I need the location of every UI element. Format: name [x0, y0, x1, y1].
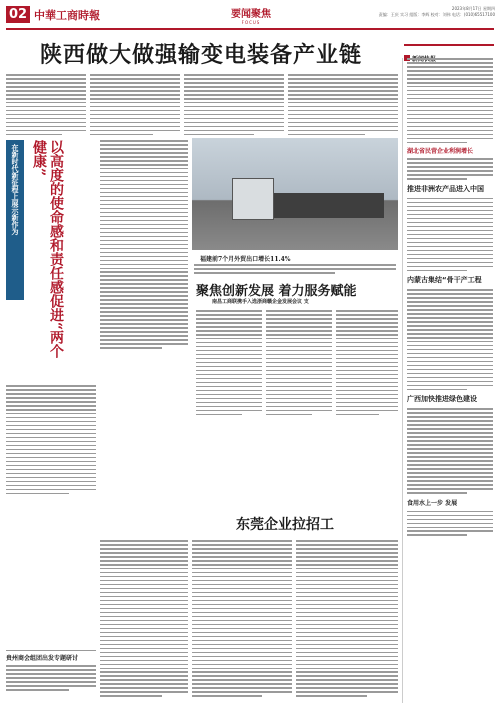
right-h2: 推进非洲农产品进入中国	[407, 184, 484, 193]
right-body-3	[407, 198, 493, 271]
masthead	[0, 0, 500, 34]
right-h3: 内蒙古集结“骨干产工程	[407, 276, 482, 285]
right-h5: 食用水上一步 发展	[407, 499, 458, 507]
news-flash-tag	[404, 44, 494, 56]
vertical-title: 以高度的使命感和责任感促进“两个健康”	[31, 140, 64, 359]
meta-date: 2023年8月17日 星期四	[451, 6, 495, 11]
lead-headline: 陕西做大做强输变电装备产业链	[40, 42, 363, 68]
meta-editors: 责编：王庆 实习 组版：李辉 校对：刘伟 电话：(010)65517100	[378, 12, 495, 17]
right-column	[402, 58, 494, 703]
section-number: 02	[6, 6, 30, 23]
vertical-teaser: 在新时代新征程上展示新作为	[6, 140, 24, 300]
story3-col3	[296, 540, 398, 699]
truck-trailer-shape	[274, 193, 384, 218]
photo-caption-body	[194, 264, 396, 276]
right-body-2	[407, 158, 493, 180]
vertical-body	[6, 385, 96, 497]
right-h4: 广西加快推进绿色建设	[407, 395, 477, 404]
column-en: FOCUS	[241, 20, 261, 25]
masthead-rule	[6, 28, 494, 30]
photo-caption-title: 福建前7个月外贸出口增长11.4%	[200, 256, 291, 263]
story3-col2	[192, 540, 292, 699]
masthead-meta	[300, 6, 495, 18]
story2-col2	[266, 310, 332, 418]
story2-col3	[336, 310, 398, 418]
right-body-6	[407, 511, 493, 537]
right-body-1	[407, 58, 493, 143]
story2-subhead: 南昌工商联携手入选浙商赣企金发展会议 支	[212, 299, 309, 305]
story2-col1	[196, 310, 262, 418]
story2-headline: 聚焦创新发展 着力服务赋能	[196, 284, 357, 299]
truck-shape	[232, 178, 274, 220]
truck-photo	[192, 138, 398, 250]
column-cn: 要闻聚焦	[231, 9, 271, 20]
lead-body-col2	[90, 74, 180, 138]
story3-col1	[100, 540, 188, 699]
story1-body-a	[100, 140, 188, 351]
lead-body-col3	[184, 74, 284, 138]
bottom-left-body	[6, 665, 96, 691]
newspaper-brand: 中華工商時報	[34, 9, 100, 22]
right-h1: 湖北省民营企业利润增长	[407, 148, 474, 156]
bottom-left-headline: 贵州商会组团出发专题研讨	[6, 655, 79, 662]
right-body-4	[407, 289, 493, 390]
lead-body-col1	[6, 74, 86, 138]
right-body-5	[407, 408, 493, 493]
column-title	[216, 5, 286, 25]
story3-headline: 东莞企业拉招工	[236, 517, 334, 533]
lead-body-col4	[288, 74, 398, 138]
bottom-left-box	[6, 650, 96, 701]
